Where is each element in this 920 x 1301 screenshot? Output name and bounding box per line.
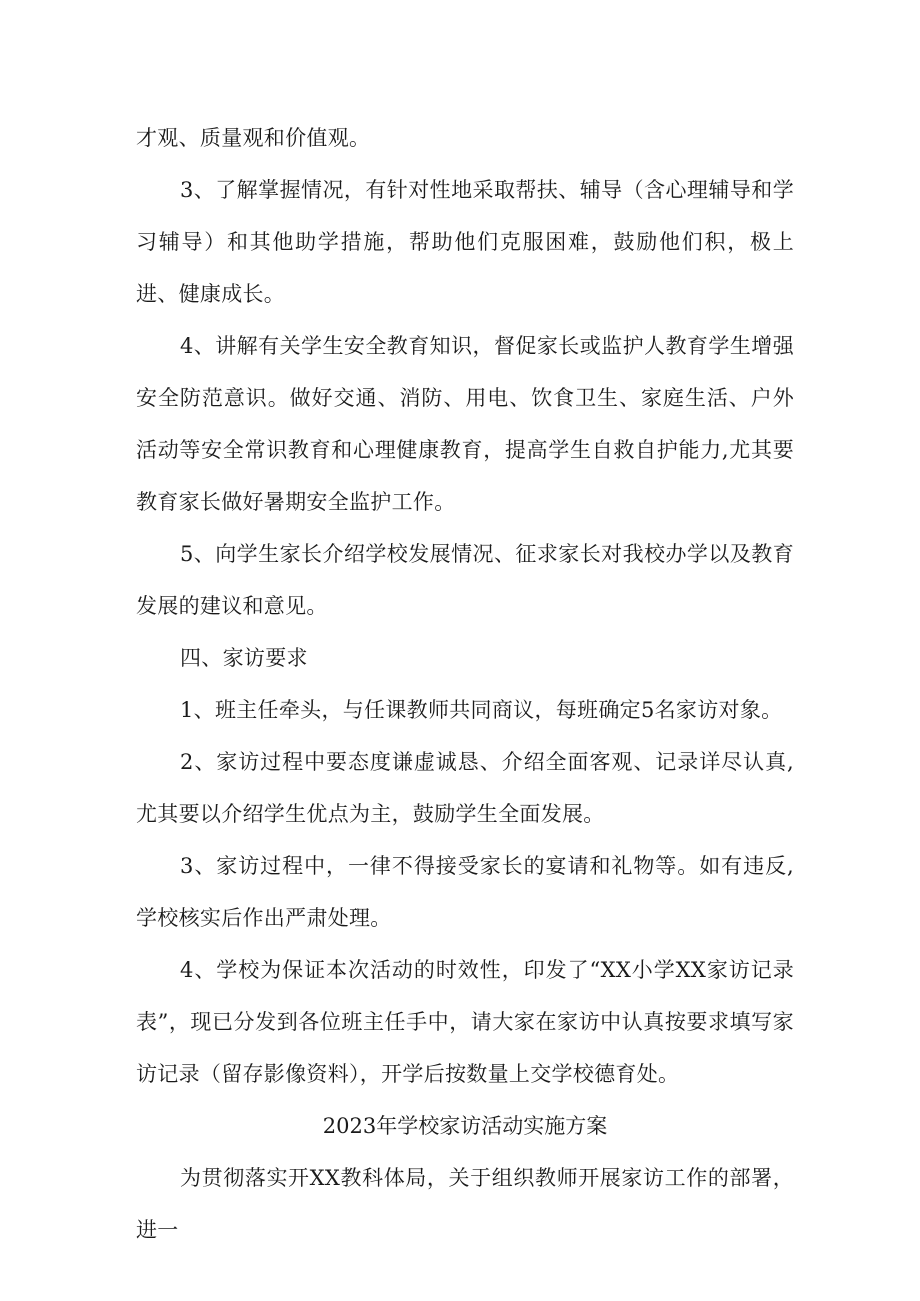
requirement-item-4: 4、学校为保证本次活动的时效性，印发了“XX小学XX家访记录表”，现已分发到各位班主任手中，请大家在家访中认真按要求填写家访记录（留存影像资料），开学后按数量上交学校德育处。 (136, 958, 794, 1086)
paragraph-item-4: 4、讲解有关学生安全教育知识，督促家长或监护人教育学生增强安全防范意识。做好交通、消防、用电、饮食卫生、家庭生活、户外活动等安全常识教育和心理健康教育，提高学生自救自护能力,尤其要教育家长做好暑期安全监护工作。 (136, 334, 794, 514)
section-heading-requirements: 四、家访要求 (180, 646, 308, 670)
requirement-item-3: 3、家访过程中，一律不得接受家长的宴请和礼物等。如有违反,学校核实后作出严肃处理。 (136, 854, 794, 930)
paragraph-item-3: 3、了解掌握情况，有针对性地采取帮扶、辅导（含心理辅导和学习辅导）和其他助学措施，帮助他们克服困难，鼓励他们积，极上进、健康成长。 (136, 178, 794, 306)
requirement-item-2: 2、家访过程中要态度谦虚诚恳、介绍全面客观、记录详尽认真,尤其要以介绍学生优点为主，鼓励学生全面发展。 (136, 750, 794, 826)
document-title: 2023年学校家访活动实施方案 (322, 1114, 608, 1138)
paragraph-continuation: 才观、质量观和价值观。 (136, 126, 371, 150)
paragraph-item-5: 5、向学生家长介绍学校发展情况、征求家长对我校办学以及教育发展的建议和意见。 (136, 542, 794, 618)
intro-paragraph: 为贯彻落实开XX教科体局，关于组织教师开展家访工作的部署，进一 (136, 1166, 794, 1242)
requirement-item-1: 1、班主任牵头，与任课教师共同商议，每班确定5名家访对象。 (180, 698, 783, 722)
